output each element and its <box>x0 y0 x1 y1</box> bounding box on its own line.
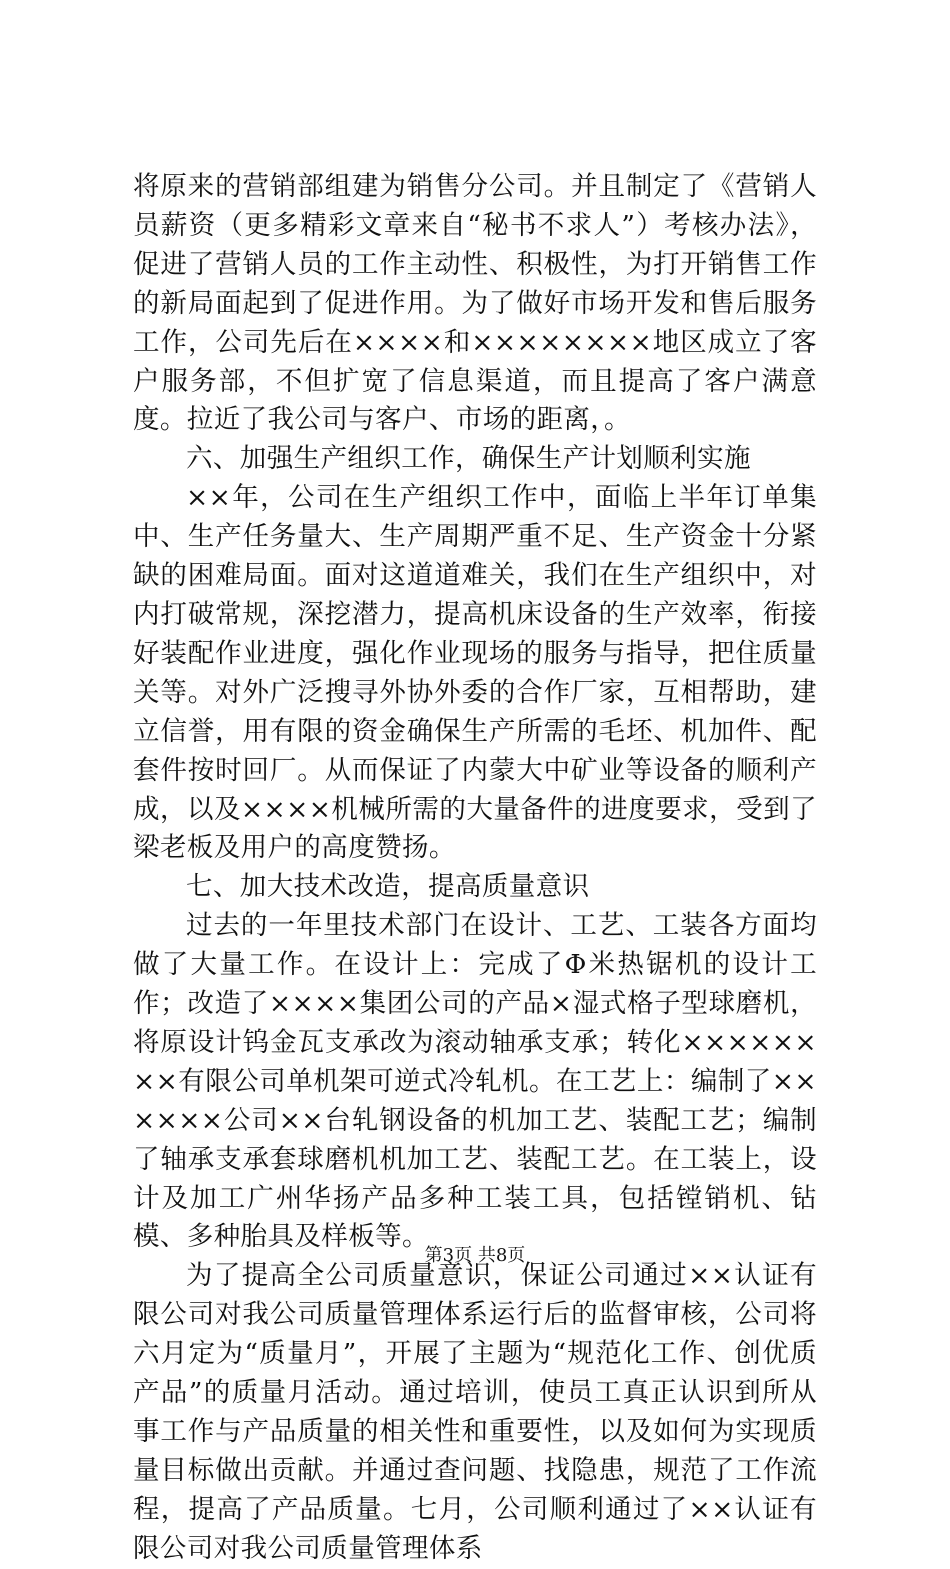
paragraph-sales-continuation: 将原来的营销部组建为销售分公司。并且制定了《营销人员薪资（更多精彩文章来自“秘书不求人”）考核办法》，促进了营销人员的工作主动性、积极性，为打开销售工作的新局面起到了促进作用。为了做好市场开发和售后服务工作，公司先后在××××和××××××××地区成立了客户服务部，不但扩宽了信息渠道，而且提高了客户满意度。拉近了我公司与客户、市场的距离，。 <box>133 171 817 436</box>
paragraph-technology: 过去的一年里技术部门在设计、工艺、工装各方面均做了大量工作。在设计上：完成了Φ米热锯机的设计工作；改造了××××集团公司的产品×湿式格子型球磨机，将原设计钨金瓦支承改为滚动轴承支承；转化××××××××有限公司单机架可逆式冷轧机。在工艺上：编制了××××××公司××台轧钢设备的机加工艺、装配工艺；编制了轴承支承套球磨机机加工艺、装配工艺。在工装上，设计及加工广州华扬产品多种工装工具，包括镗销机、钻模、多种胎具及样板等。 <box>133 910 817 1253</box>
section-heading-production: 六、加强生产组织工作，确保生产计划顺利实施 <box>186 443 751 475</box>
section-heading-technology: 七、加大技术改造，提高质量意识 <box>186 871 590 903</box>
page-footer: 第3页 共8页 <box>424 1245 526 1266</box>
paragraph-production: ××年，公司在生产组织工作中，面临上半年订单集中、生产任务量大、生产周期严重不足、生产资金十分紧缺的困难局面。面对这道道难关，我们在生产组织中，对内打破常规，深挖潜力，提高机床设备的生产效率，衔接好装配作业进度，强化作业现场的服务与指导，把住质量关等。对外广泛搜寻外协外委的合作厂家，互相帮助，建立信誉，用有限的资金确保生产所需的毛坯、机加件、配套件按时回厂。从而保证了内蒙大中矿业等设备的顺利产成，以及××××机械所需的大量备件的进度要求，受到了梁老板及用户的高度赞扬。 <box>133 482 817 864</box>
document-body <box>133 168 817 1569</box>
paragraph-quality: 为了提高全公司质量意识，保证公司通过××认证有限公司对我公司质量管理体系运行后的监督审核，公司将六月定为“质量月”，开展了主题为“规范化工作、创优质产品”的质量月活动。通过培训，使员工真正认识到所从事工作与产品质量的相关性和重要性，以及如何为实现质量目标做出贡献。并通过查问题、找隐患，规范了工作流程，提高了产品质量。七月，公司顺利通过了××认证有限公司对我公司质量管理体系 <box>133 1260 817 1564</box>
